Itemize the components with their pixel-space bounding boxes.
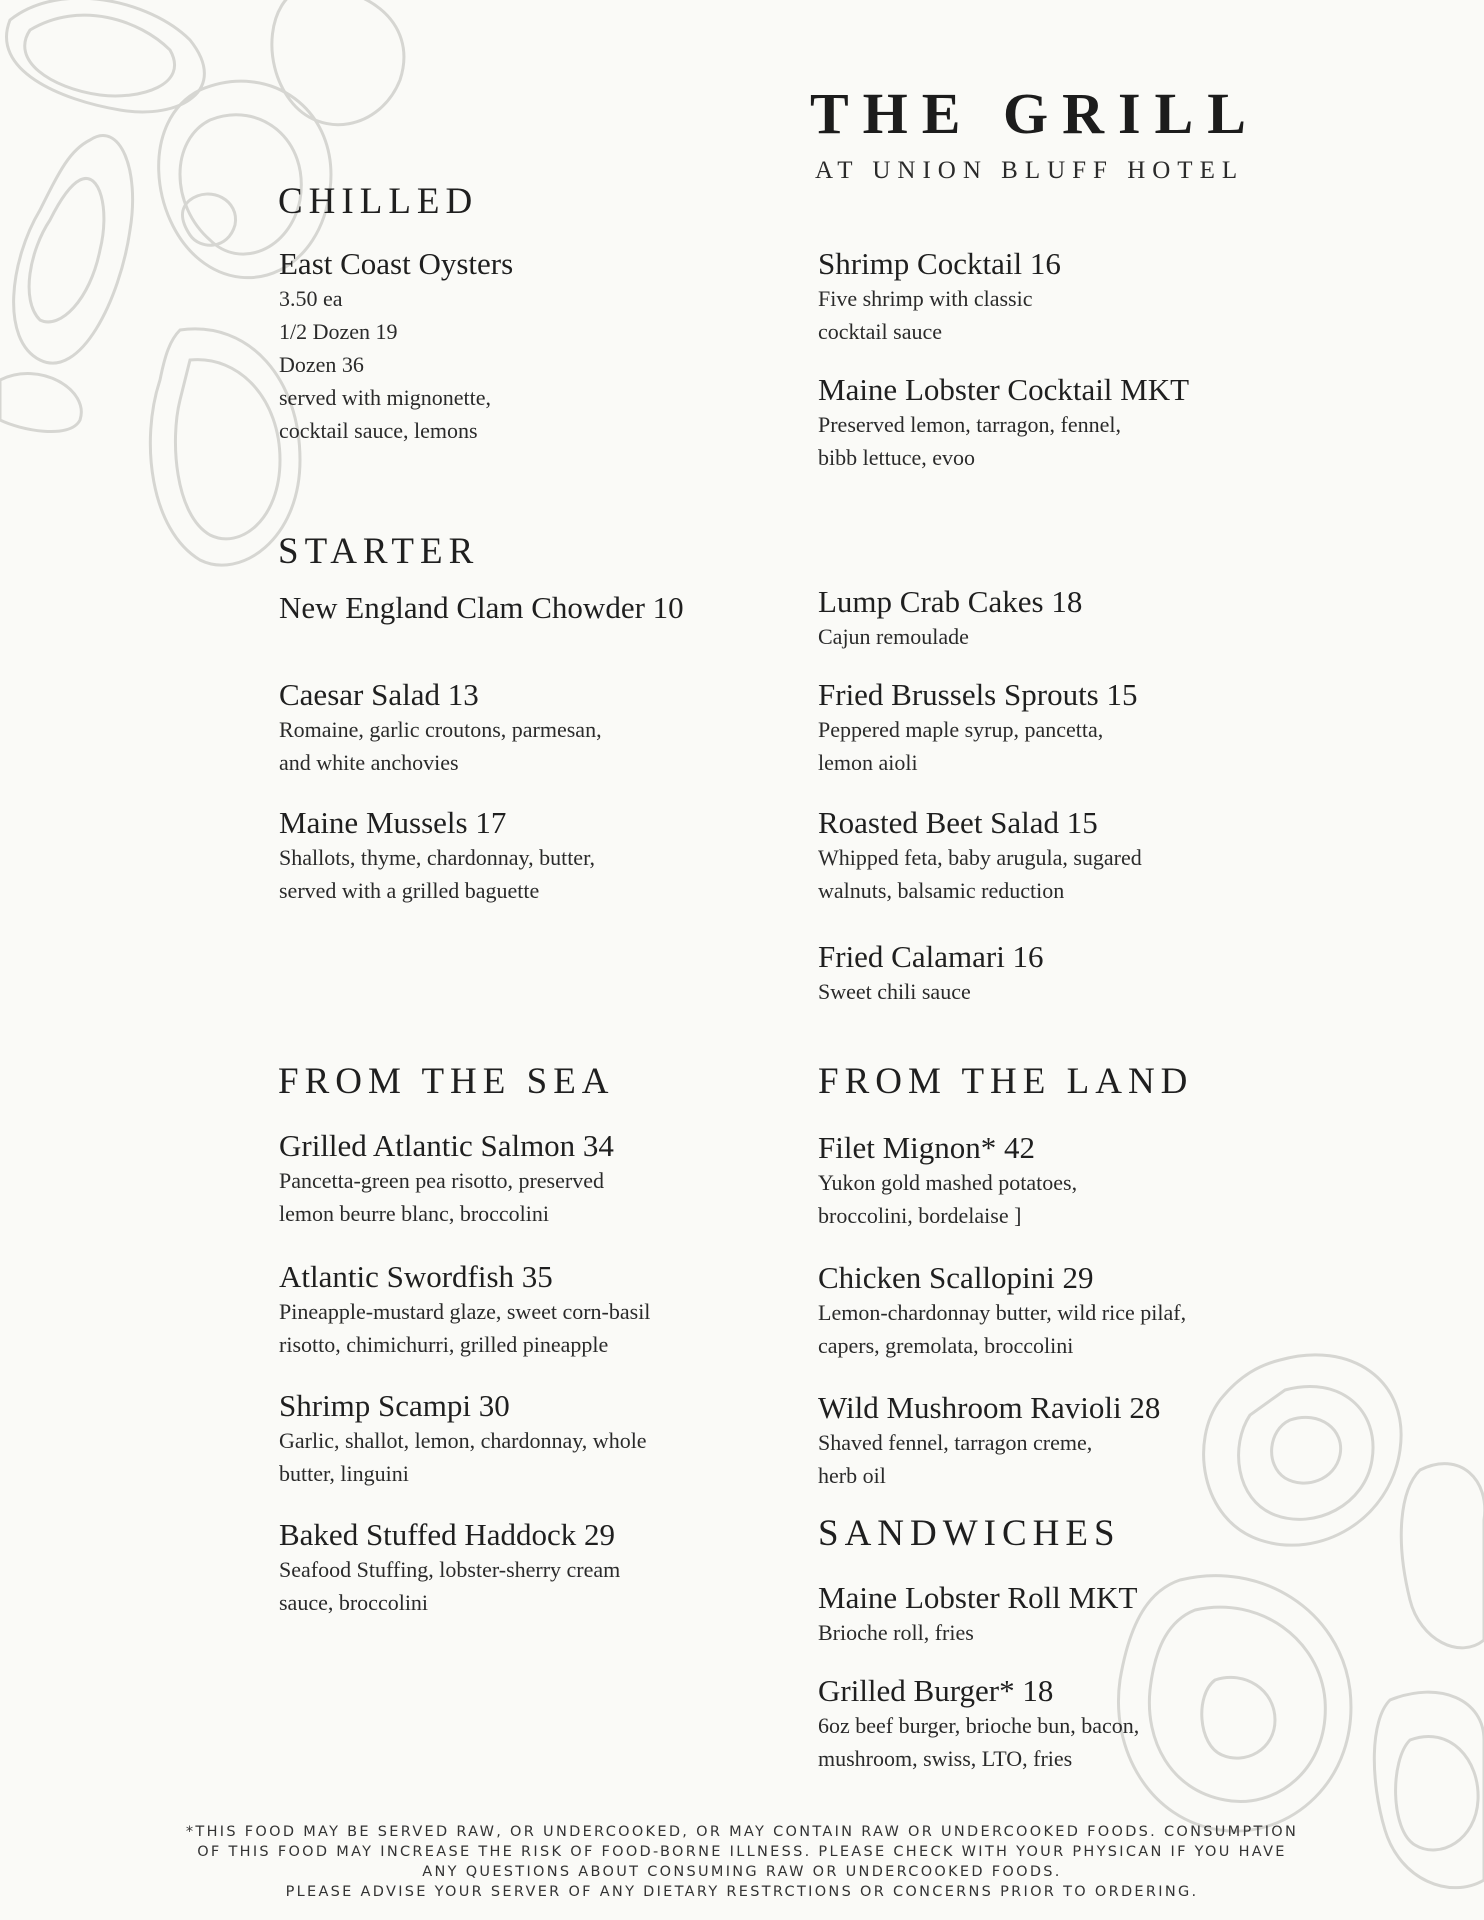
item-name: Wild Mushroom Ravioli 28 <box>818 1390 1161 1425</box>
section-heading-chilled: CHILLED <box>278 181 479 222</box>
disclaimer-line: PLEASE ADVISE YOUR SERVER OF ANY DIETARY RESTRCTIONS OR CONCERNS PRIOR TO ORDERING. <box>285 1884 1199 1900</box>
item-description: Whipped feta, baby arugula, sugared <box>818 845 1142 870</box>
oyster-shell-drawing <box>1204 1355 1401 1545</box>
item-description: cocktail sauce <box>818 319 942 344</box>
item-name: Shrimp Scampi 30 <box>279 1388 510 1423</box>
menu-item-oysters <box>279 246 513 447</box>
item-description: Yukon gold mashed potatoes, <box>818 1170 1078 1195</box>
item-name: Atlantic Swordfish 35 <box>279 1259 553 1294</box>
oyster-shell-drawing <box>1272 1417 1341 1483</box>
item-name: Shrimp Cocktail 16 <box>818 246 1061 281</box>
disclaimer-line: ANY QUESTIONS ABOUT CONSUMING RAW OR UNDERCOOKED FOODS. <box>422 1864 1062 1880</box>
oyster-shell-drawing <box>14 136 133 364</box>
oyster-shell-drawing <box>272 0 404 125</box>
item-description: mushroom, swiss, LTO, fries <box>818 1746 1073 1771</box>
item-description: risotto, chimichurri, grilled pineapple <box>279 1332 609 1357</box>
item-description: Pineapple-mustard glaze, sweet corn-basil <box>279 1299 651 1324</box>
menu-item-chicken <box>818 1260 1186 1362</box>
disclaimer-line: OF THIS FOOD MAY INCREASE THE RISK OF FOOD-BORNE ILLNESS. PLEASE CHECK WITH YOUR PHYSICAN IF YOU HAVE <box>197 1844 1287 1860</box>
menu-item-mussels <box>279 805 595 907</box>
oyster-shell-drawing <box>25 15 175 96</box>
item-description: Seafood Stuffing, lobster-sherry cream <box>279 1557 621 1582</box>
item-description: broccolini, bordelaise ] <box>818 1203 1022 1228</box>
item-description: and white anchovies <box>279 750 459 775</box>
oyster-shell-drawing <box>1202 1677 1275 1758</box>
section-heading-sandwiches: SANDWICHES <box>818 1513 1121 1554</box>
item-price-line: Dozen 36 <box>279 352 364 377</box>
oyster-shell-drawing <box>175 360 280 539</box>
item-description: Peppered maple syrup, pancetta, <box>818 717 1104 742</box>
item-name: Grilled Atlantic Salmon 34 <box>279 1128 614 1163</box>
item-name: Grilled Burger* 18 <box>818 1673 1054 1708</box>
item-name: Roasted Beet Salad 15 <box>818 805 1098 840</box>
menu-item-chowder <box>279 590 684 626</box>
item-name: Maine Lobster Cocktail MKT <box>818 372 1190 407</box>
menu-item-haddock <box>279 1517 620 1619</box>
menu-item-ravioli <box>818 1390 1160 1492</box>
menu-item-filet <box>818 1130 1077 1232</box>
section-heading-starter: STARTER <box>278 531 480 572</box>
item-description: walnuts, balsamic reduction <box>818 878 1065 903</box>
item-description: Pancetta-green pea risotto, preserved <box>279 1168 604 1193</box>
item-description: served with a grilled baguette <box>279 878 540 903</box>
item-description: cocktail sauce, lemons <box>279 418 478 443</box>
menu-item-salmon <box>279 1128 614 1230</box>
menu-item-brussels-sprouts <box>818 677 1138 779</box>
menu-item-caesar <box>279 677 602 779</box>
section-heading-land: FROM THE LAND <box>818 1061 1194 1102</box>
item-description: lemon aioli <box>818 750 918 775</box>
disclaimer-line: *THIS FOOD MAY BE SERVED RAW, OR UNDERCOOKED, OR MAY CONTAIN RAW OR UNDERCOOKED FOODS. CONSUMPTION <box>185 1824 1299 1840</box>
item-description: butter, linguini <box>279 1461 409 1486</box>
menu-item-beet-salad <box>818 805 1142 907</box>
food-safety-disclaimer <box>0 1822 1484 1902</box>
item-description: Romaine, garlic croutons, parmesan, <box>279 717 602 742</box>
item-name: Caesar Salad 13 <box>279 677 479 712</box>
section-heading-sea: FROM THE SEA <box>278 1061 615 1102</box>
menu-item-shrimp-cocktail <box>818 246 1061 348</box>
menu-item-crab-cakes <box>818 584 1082 653</box>
item-name: Baked Stuffed Haddock 29 <box>279 1517 616 1552</box>
item-description: lemon beurre blanc, broccolini <box>279 1201 550 1226</box>
item-price-line: 3.50 ea <box>279 286 343 311</box>
item-name: Filet Mignon* 42 <box>818 1130 1036 1165</box>
oyster-shell-drawing <box>0 374 81 432</box>
item-name: Fried Calamari 16 <box>818 939 1044 974</box>
oyster-shell-drawing <box>1118 1576 1350 1831</box>
item-description: Cajun remoulade <box>818 624 969 649</box>
oyster-shell-drawing <box>29 178 104 321</box>
item-description: sauce, broccolini <box>279 1590 429 1615</box>
item-name: Lump Crab Cakes 18 <box>818 584 1083 619</box>
item-description: Five shrimp with classic <box>818 286 1033 311</box>
item-description: capers, gremolata, broccolini <box>818 1333 1074 1358</box>
item-price-line: 1/2 Dozen 19 <box>279 319 398 344</box>
menu-item-calamari <box>818 939 1044 1008</box>
restaurant-subtitle: AT UNION BLUFF HOTEL <box>815 157 1245 184</box>
item-description: bibb lettuce, evoo <box>818 445 976 470</box>
item-name: Maine Lobster Roll MKT <box>818 1580 1138 1615</box>
item-description: 6oz beef burger, brioche bun, bacon, <box>818 1713 1140 1738</box>
item-description: Shallots, thyme, chardonnay, butter, <box>279 845 596 870</box>
menu-item-swordfish <box>279 1259 650 1361</box>
item-description: Shaved fennel, tarragon creme, <box>818 1430 1093 1455</box>
menu-item-lobster-roll <box>818 1580 1137 1649</box>
item-description: served with mignonette, <box>279 385 492 410</box>
restaurant-title: THE GRILL <box>810 81 1260 146</box>
item-description: Sweet chili sauce <box>818 979 971 1004</box>
oyster-shell-drawing <box>1239 1386 1373 1519</box>
oyster-shell-drawing <box>7 0 205 112</box>
item-description: herb oil <box>818 1463 886 1488</box>
item-name: New England Clam Chowder 10 <box>279 590 684 625</box>
menu-item-scampi <box>279 1388 647 1490</box>
item-description: Garlic, shallot, lemon, chardonnay, whole <box>279 1428 647 1453</box>
item-description: Lemon-chardonnay butter, wild rice pilaf, <box>818 1300 1187 1325</box>
item-name: East Coast Oysters <box>279 246 514 281</box>
menu-item-lobster-cocktail <box>818 372 1189 474</box>
oyster-shell-drawing <box>1149 1607 1325 1801</box>
item-description: Preserved lemon, tarragon, fennel, <box>818 412 1121 437</box>
item-name: Chicken Scallopini 29 <box>818 1260 1094 1295</box>
item-description: Brioche roll, fries <box>818 1620 974 1645</box>
item-name: Maine Mussels 17 <box>279 805 507 840</box>
oyster-shell-drawing <box>1401 1464 1484 1648</box>
item-name: Fried Brussels Sprouts 15 <box>818 677 1138 712</box>
oyster-shell-drawing <box>183 194 236 245</box>
menu-item-burger <box>818 1673 1139 1775</box>
